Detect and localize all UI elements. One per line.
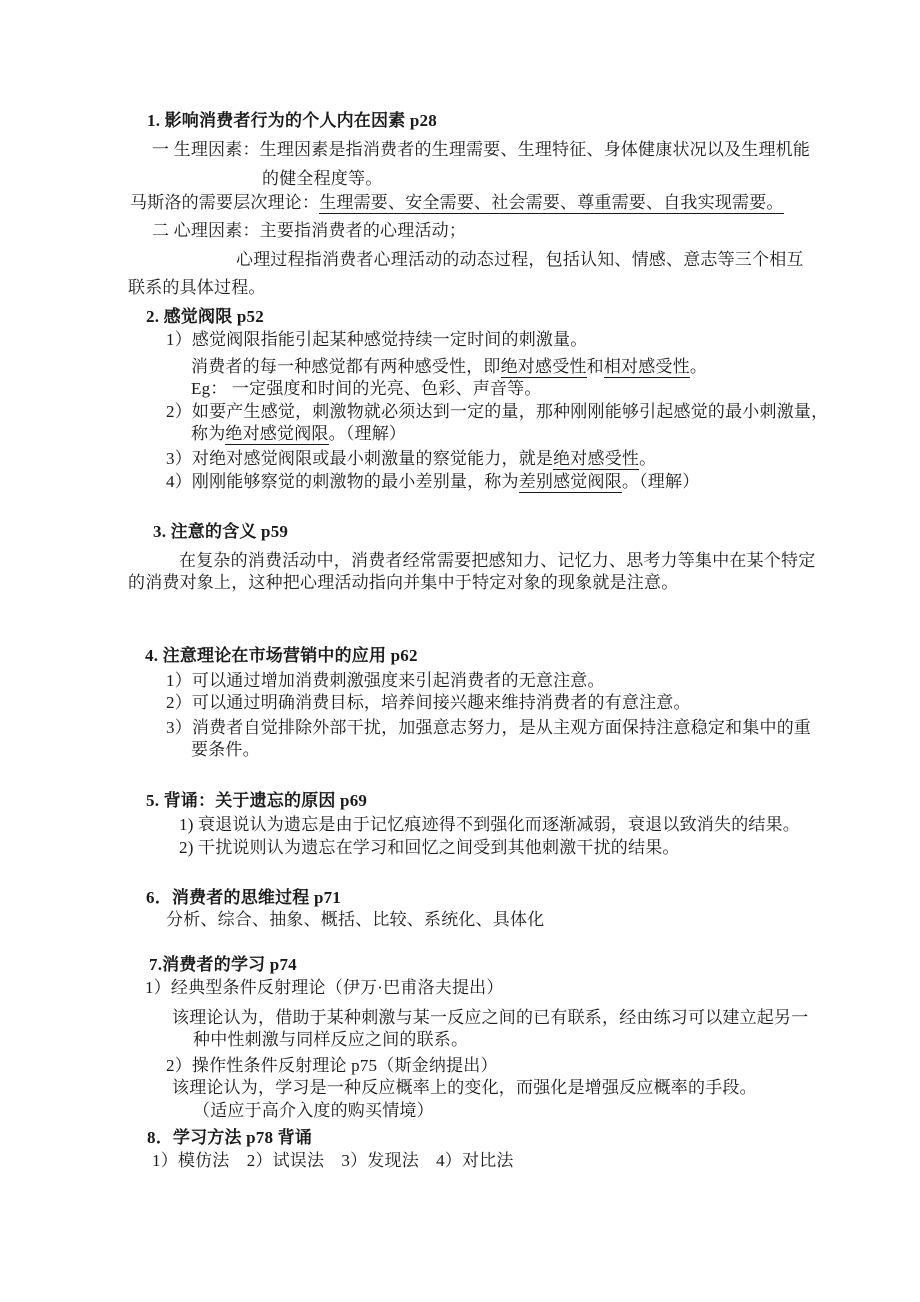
text-run: 4）刚刚能够察觉的刺激物的最小差别量，称为 xyxy=(166,472,519,491)
text-run: 一 生理因素：生理因素是指消费者的生理需要、生理特征、身体健康状况以及生理机能 xyxy=(152,140,811,159)
text-run: 消费者的每一种感觉都有两种感受性，即 xyxy=(191,357,501,376)
underlined-term: 绝对感受性 xyxy=(553,449,640,468)
s4-item-3-cont xyxy=(191,739,260,761)
s2-item-3 xyxy=(166,448,656,470)
text-run: 的健全程度等。 xyxy=(262,169,383,188)
s1-line-2 xyxy=(262,168,382,190)
s2-item-1-cont-1 xyxy=(191,356,707,378)
text-run: 1）经典型条件反射理论（伊万·巴甫洛夫提出） xyxy=(145,978,504,997)
text-run: （适应于高介入度的购买情境） xyxy=(193,1101,434,1120)
text-run: 2) 干扰说则认为遗忘在学习和回忆之间受到其他刺激干扰的结果。 xyxy=(179,838,680,857)
s1-heading xyxy=(147,110,437,132)
text-run: 。（理解） xyxy=(621,472,700,491)
s4-item-2 xyxy=(166,692,691,714)
text-run: 联系的具体过程。 xyxy=(128,278,266,297)
s7-item-1-cont-2 xyxy=(193,1029,468,1051)
text-run: 二 心理因素：主要指消费者的心理活动； xyxy=(152,221,467,240)
text-run: 心理过程指消费者心理活动的动态过程，包括认知、情感、意志等三个相互 xyxy=(236,250,804,269)
text-run: 1) 衰退说认为遗忘是由于记忆痕迹得不到强化而逐渐减弱，衰退以致消失的结果。 xyxy=(179,815,801,834)
text-run: 该理论认为，借助于某种刺激与某一反应之间的已有联系，经由练习可以建立起另一 xyxy=(172,1008,809,1027)
text-run: 2）如要产生感觉，刺激物就必须达到一定的量，那种刚刚能够引起感觉的最小刺激量， xyxy=(166,402,829,421)
text-run: 在复杂的消费活动中，消费者经常需要把感知力、记忆力、思考力等集中在某个特定 xyxy=(179,551,816,570)
underlined-term: 绝对感觉阀限 xyxy=(225,424,329,443)
text-run: 4. 注意理论在市场营销中的应用 p62 xyxy=(145,646,418,665)
text-run: 分析、综合、抽象、概括、比较、系统化、具体化 xyxy=(166,910,545,929)
s1-line-4 xyxy=(152,220,466,242)
text-run: 要条件。 xyxy=(191,740,260,759)
s6-heading xyxy=(146,887,341,909)
text-run: 3）对绝对感觉阀限或最小刺激量的察觉能力，就是 xyxy=(166,449,554,468)
text-run: 3）消费者自觉排除外部干扰，加强意志努力，是从主观方面保持注意稳定和集中的重 xyxy=(166,718,812,737)
text-run: 马斯洛的需要层次理论： xyxy=(130,193,320,212)
s1-line-6 xyxy=(128,277,266,299)
text-run: 的消费对象上，这种把心理活动指向并集中于特定对象的现象就是注意。 xyxy=(128,573,679,592)
s3-line-2 xyxy=(128,572,678,594)
s7-item-2-cont-1 xyxy=(172,1077,757,1099)
s2-item-1 xyxy=(166,329,588,351)
text-run: 种中性刺激与同样反应之间的联系。 xyxy=(193,1030,469,1049)
s7-heading xyxy=(149,954,297,976)
s7-item-2-cont-2 xyxy=(193,1100,434,1122)
s4-item-1 xyxy=(166,670,605,692)
s5-item-1 xyxy=(179,814,800,836)
text-run: 。 xyxy=(639,449,657,468)
text-run: 。 xyxy=(689,357,708,376)
text-run: 该理论认为，学习是一种反应概率上的变化，而强化是增强反应概率的手段。 xyxy=(172,1078,757,1097)
text-run: 。（理解） xyxy=(328,424,407,443)
text-run: 6．消费者的思维过程 p71 xyxy=(146,888,342,907)
text-run: 5. 背诵：关于遗忘的原因 p69 xyxy=(146,791,368,810)
s4-heading xyxy=(145,645,418,667)
text-run: 和 xyxy=(586,357,604,376)
underlined-term: 绝对感受性 xyxy=(500,357,587,376)
underlined-term: 生理需要、安全需要、社会需要、尊重需要、自我实现需要。 xyxy=(319,193,784,212)
s2-item-2 xyxy=(166,401,828,423)
s7-item-2 xyxy=(166,1055,498,1077)
text-run: 7.消费者的学习 p74 xyxy=(149,955,297,974)
s5-item-2 xyxy=(179,837,680,859)
text-run: 2）可以通过明确消费目标，培养间接兴趣来维持消费者的有意注意。 xyxy=(166,693,691,712)
text-run: 1）模仿法 2）试误法 3）发现法 4）对比法 xyxy=(152,1151,514,1170)
s2-item-4 xyxy=(166,471,699,493)
s5-heading xyxy=(146,790,367,812)
s2-heading xyxy=(146,306,264,328)
underlined-term: 差别感觉阀限 xyxy=(518,472,622,491)
text-run: 2）操作性条件反射理论 p75（斯金纳提出） xyxy=(166,1056,498,1075)
s2-item-2-cont xyxy=(191,423,406,445)
text-run: 8．学习方法 p78 背诵 xyxy=(147,1128,313,1147)
s3-heading xyxy=(153,521,288,543)
s8-items xyxy=(152,1150,514,1172)
s4-item-3 xyxy=(166,717,811,739)
s8-heading xyxy=(147,1127,312,1149)
text-run: 称为 xyxy=(191,424,226,443)
text-run: 1）可以通过增加消费刺激强度来引起消费者的无意注意。 xyxy=(166,671,605,690)
s7-item-1 xyxy=(145,977,504,999)
s3-line-1 xyxy=(179,550,815,572)
text-run: 1. 影响消费者行为的个人内在因素 p28 xyxy=(147,111,437,130)
s6-line-1 xyxy=(166,909,544,931)
s1-line-5 xyxy=(236,249,804,271)
text-run: 3. 注意的含义 p59 xyxy=(153,522,289,541)
text-run: 2. 感觉阀限 p52 xyxy=(146,307,264,326)
text-run: Eg： 一定强度和时间的光亮、色彩、声音等。 xyxy=(191,379,542,398)
s1-line-1 xyxy=(152,139,810,161)
s7-item-1-cont-1 xyxy=(172,1007,808,1029)
s2-item-1-cont-2 xyxy=(191,378,542,400)
underlined-term: 相对感受性 xyxy=(603,357,690,376)
text-run: 1）感觉阀限指能引起某种感觉持续一定时间的刺激量。 xyxy=(166,330,588,349)
s1-line-3 xyxy=(130,192,784,214)
